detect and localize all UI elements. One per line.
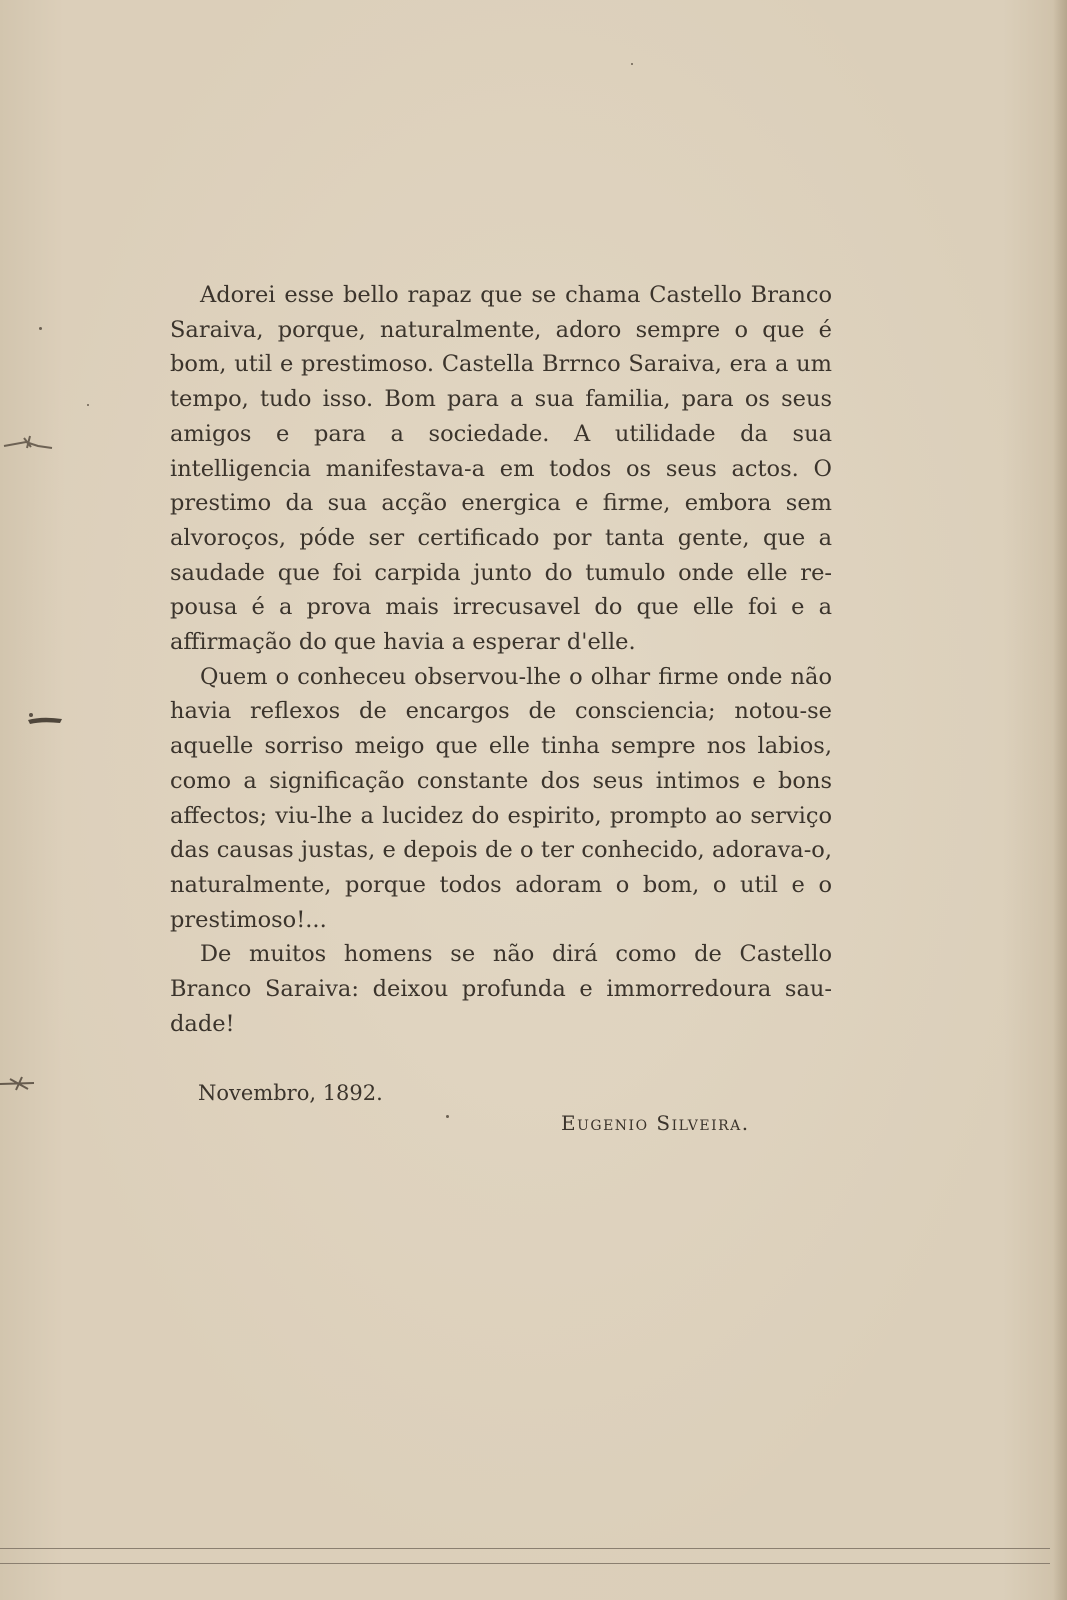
margin-ink-mark-1 [0, 428, 70, 458]
page-edge-shadow [1053, 0, 1067, 1600]
paragraph-2: Quem o conheceu observou-lhe o olhar firme onde não havia reflexos de encargos de consciencia; notou-se aquelle sorriso meigo que elle tinha sempre nos labios, como a significação constante dos seus intimos e bons affectos; viu-lhe a lucidez do espirito, prompto ao serviço das causas justas, e depois de o ter conhecido, adorava-o, naturalmente, porque todos adoram o bom, o util e o prestimoso!... [170, 663, 832, 933]
paragraph-3: De muitos homens se não dirá como de Castello Branco Saraiva: deixou profunda e immorredoura saudade! [170, 941, 832, 1037]
paper-speck [87, 404, 89, 406]
body-text [170, 278, 832, 1041]
margin-ink-mark-3 [0, 1069, 70, 1099]
bottom-rule-top [0, 1548, 1050, 1549]
margin-ink-mark-2 [0, 704, 70, 734]
paper-speck [631, 63, 633, 65]
bottom-rule-bottom [0, 1563, 1050, 1564]
dateline: Novembro, 1892. [198, 1081, 383, 1105]
author-signature: Eugenio Silveira. [561, 1111, 750, 1135]
paper-speck [446, 1115, 449, 1118]
paragraph-1: Adorei esse bello rapaz que se chama Castello Branco Saraiva, porque, naturalmente, adoro sempre o que é bom, util e prestimoso. Castella Brrnco Saraiva, era a um tempo, tudo isso. Bom para a sua familia, para os seus amigos e para a sociedade. A utilidade da sua intelligencia manifestava-a em todos os seus actos. O prestimo da sua acção energica e firme, embora sem alvoroços, póde ser certificado por tanta gente, que a saudade que foi carpida junto do tumulo onde elle repousa é a prova mais irrecusavel do que elle foi e a affirmação do que havia a esperar d'elle. [170, 282, 832, 656]
paper-speck [39, 327, 42, 330]
